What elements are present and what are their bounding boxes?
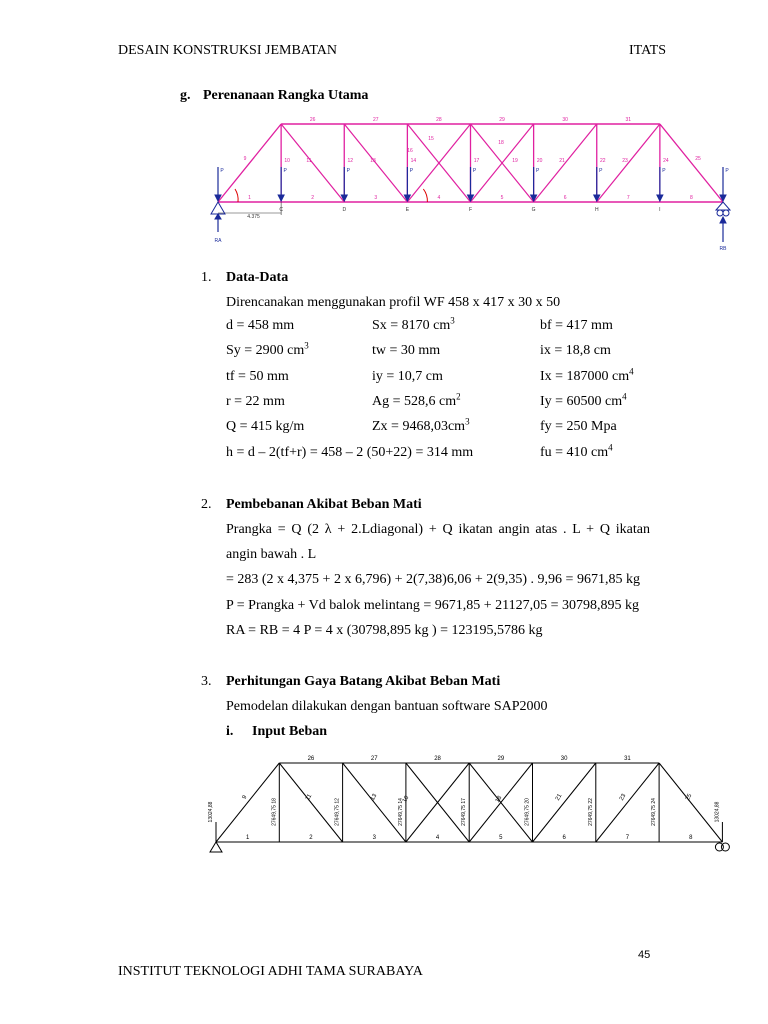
end-diagonal [660, 124, 723, 202]
diagonal-label: 23 [622, 158, 628, 164]
diagonal-label: 13 [370, 158, 376, 164]
diagonal-label: 9 [243, 156, 247, 162]
top-chord-label: 30 [562, 117, 568, 123]
item2-line5: RA = RB = 4 P = 4 x (30798,895 kg ) = 123195,5786 kg [226, 623, 543, 638]
data-row [226, 315, 666, 338]
diagonal-label: 19 [512, 158, 518, 164]
header-right: ITATS [629, 43, 666, 58]
data-row [226, 442, 666, 465]
member-force-label: 27649,75 12 [334, 798, 341, 826]
diagonal-label: 21 [554, 793, 564, 802]
data-cell: bf = 417 mm [540, 318, 613, 333]
diagonal-label: 15 [428, 136, 434, 142]
node-label: H [594, 207, 599, 213]
node-label: C [279, 207, 283, 213]
load-arrowhead [278, 195, 284, 201]
truss-diagram-sap2000 [200, 750, 740, 862]
member-force-label: 27649,75 17 [461, 798, 468, 826]
member-force-label: 27649,75 14 [397, 798, 404, 826]
bottom-chord-label: 3 [374, 195, 378, 201]
diagonal-label: 9 [241, 794, 249, 801]
node-label: D [342, 207, 347, 213]
load-label: P [725, 168, 729, 174]
item2-line3: = 283 (2 x 4,375 + 2 x 6,796) + 2(7,38)6,06 + 2(9,35) . 9,96 = 9671,85 kg [226, 572, 640, 587]
data-cell: Iy = 60500 $cm^4$ [540, 391, 627, 409]
item2-number: 2. [201, 497, 212, 512]
load-label: P [535, 168, 540, 174]
load-label: P [283, 168, 287, 174]
reaction-arrowhead [720, 217, 726, 223]
roller [723, 210, 729, 216]
top-chord-label: 31 [625, 117, 632, 123]
data-cell: fy = 250 Mpa [540, 419, 617, 434]
page-number: 45 [638, 949, 651, 961]
load-arrowhead [657, 195, 663, 201]
section-g-label: g. [180, 88, 191, 103]
item3-sub-number: i. [226, 724, 234, 739]
pin-support [210, 842, 222, 852]
bottom-chord-label: 6 [563, 195, 567, 201]
bottom-chord-label: 2 [309, 835, 313, 841]
member-force-label: 27649,75 18 [271, 798, 278, 826]
bottom-chord-label: 4 [435, 835, 440, 841]
diagonal-member [279, 763, 342, 842]
data-cell: Sx = 8170 $cm^3$ [372, 315, 455, 333]
end-diagonal [659, 763, 722, 842]
diagonal-member [534, 124, 597, 202]
diagonal-member [597, 124, 660, 202]
item1-number: 1. [201, 270, 212, 285]
angle-arc [423, 189, 427, 202]
data-cell: ix = 18,8 cm [540, 343, 611, 358]
truss-members [211, 124, 730, 242]
load-label: P [662, 168, 666, 174]
data-cell: iy = 10,7 cm [372, 369, 443, 384]
vertical-label: 22 [599, 158, 606, 164]
bottom-chord-label: 7 [625, 835, 630, 841]
item2-line4: P = Prangka + Vd balok melintang = 9671,85 + 21127,05 = 30798,895 kg [226, 598, 640, 613]
item2-title: Pembebanan Akibat Beban Mati [226, 497, 422, 512]
diagonal-label: 25 [695, 156, 701, 162]
data-cell: r = 22 mm [226, 394, 285, 409]
item2-line2: angin bawah . L [226, 547, 317, 562]
vertical-label: 14 [410, 158, 417, 164]
roller-support [716, 202, 730, 210]
roller [721, 843, 729, 851]
top-chord-label: 30 [560, 756, 568, 762]
truss-diagram-main [205, 112, 745, 267]
data-cell: tw = 30 mm [372, 343, 441, 358]
diagonal-label: 16 [407, 148, 413, 154]
node-label: I [659, 207, 661, 213]
diagonal-label: 11 [306, 158, 312, 164]
member-force-label: 27649,75 20 [524, 798, 531, 826]
top-chord-label: 26 [307, 756, 315, 762]
item3-number: 3. [201, 674, 212, 689]
vertical-label: 17 [473, 158, 480, 164]
diagonal-label: 18 [494, 795, 504, 804]
diagonal-member [533, 763, 596, 842]
load-label: P [220, 168, 224, 174]
member-force-label: 13024,88 [208, 801, 214, 823]
node-label: G [531, 207, 536, 213]
top-chord-label: 28 [436, 117, 442, 123]
item1-title: Data-Data [226, 270, 289, 285]
section-g-title: Perenanaan Rangka Utama [203, 88, 369, 103]
bottom-chord-label: 6 [562, 835, 566, 841]
reaction-arrowhead [215, 214, 221, 219]
bottom-chord-label: 5 [500, 195, 504, 201]
pin-support [211, 202, 225, 214]
data-row [226, 416, 666, 439]
diagonal-label: 23 [618, 793, 628, 802]
load-label: P [409, 168, 414, 174]
data-row [226, 340, 666, 363]
bottom-chord-label: 8 [690, 195, 693, 201]
item3-intro: Pemodelan dilakukan dengan bantuan software SAP2000 [226, 699, 548, 714]
data-cell: d = 458 mm [226, 318, 295, 333]
data-row [226, 391, 666, 414]
diagonal-label: 13 [369, 793, 379, 802]
item3-title: Perhitungan Gaya Batang Akibat Beban Mati [226, 674, 501, 689]
diagonal-label: 16 [401, 795, 411, 804]
end-diagonal [216, 763, 279, 842]
vertical-label: 10 [284, 158, 290, 164]
data-cell: Q = 415 kg/m [226, 419, 305, 434]
data-cell: fu = 410 $cm^4$ [540, 442, 613, 460]
diagonal-label: 25 [684, 793, 694, 802]
bottom-chord-label: 5 [499, 835, 503, 841]
top-chord-label: 28 [434, 756, 441, 762]
vertical-label: 12 [347, 158, 354, 164]
item3-sub-title: Input Beban [252, 724, 328, 739]
node-label: F [468, 207, 473, 213]
bottom-chord-label: 3 [372, 835, 376, 841]
member-force-label: 13024,88 [714, 801, 721, 823]
diagonal-label: 18 [498, 140, 504, 146]
diagonal-label: 11 [304, 793, 314, 802]
data-cell: Ix = 187000 $cm^4$ [540, 366, 634, 384]
data-cell: Ag = 528,6 $cm^2$ [372, 391, 461, 409]
diagonal-label: 21 [559, 158, 565, 164]
footer: INSTITUT TEKNOLOGI ADHI TAMA SURABAYA [118, 964, 423, 979]
bottom-chord-label: 7 [626, 195, 630, 201]
load-label: P [346, 168, 350, 174]
load-label: P [599, 168, 603, 174]
vertical-label: 24 [663, 158, 669, 164]
diagonal-member [344, 124, 407, 202]
member-force-label: 27649,75 22 [587, 798, 594, 826]
top-chord-label: 29 [499, 117, 505, 123]
angle-arc [235, 189, 238, 202]
data-cell: Sy = 2900 $cm^3$ [226, 340, 309, 358]
member-force-label: 27649,75 24 [651, 798, 658, 826]
diagonal-member [596, 763, 659, 842]
support-label-left: RA [214, 238, 222, 244]
end-diagonal [218, 124, 281, 202]
top-chord-label: 31 [624, 756, 631, 762]
load-label: P [472, 168, 477, 174]
dimension-label: 4.375 [247, 214, 260, 220]
item2-line1: Prangka = Q (2 λ + 2.Ldiagonal) + Q ikatan angin atas . L + Q ikatan [226, 522, 650, 537]
bottom-chord-label: 1 [248, 195, 251, 201]
node-label: E [405, 207, 410, 213]
data-cell: tf = 50 mm [226, 369, 289, 384]
data-row [226, 366, 666, 389]
top-chord-label: 29 [497, 756, 505, 762]
bottom-chord-label: 8 [689, 835, 693, 841]
data-cell: h = d – 2(tf+r) = 458 – 2 (50+22) = 314 mm [226, 445, 474, 460]
data-cell: $Zx = 9468,03cm^3$ [372, 416, 470, 434]
bottom-chord-label: 2 [311, 195, 315, 201]
bottom-chord-label: 1 [245, 835, 250, 841]
top-chord-label: 27 [373, 117, 379, 123]
item1-intro: Direncanakan menggunakan profil WF 458 x 417 x 30 x 50 [226, 295, 561, 310]
roller [717, 210, 723, 216]
vertical-label: 20 [536, 158, 543, 164]
top-chord-label: 27 [370, 756, 378, 762]
top-chord-label: 26 [309, 117, 316, 123]
support-label-right: RB [719, 246, 727, 252]
header-left: DESAIN KONSTRUKSI JEMBATAN [118, 43, 338, 58]
bottom-chord-label: 4 [437, 195, 441, 201]
diagonal-member [281, 124, 344, 202]
